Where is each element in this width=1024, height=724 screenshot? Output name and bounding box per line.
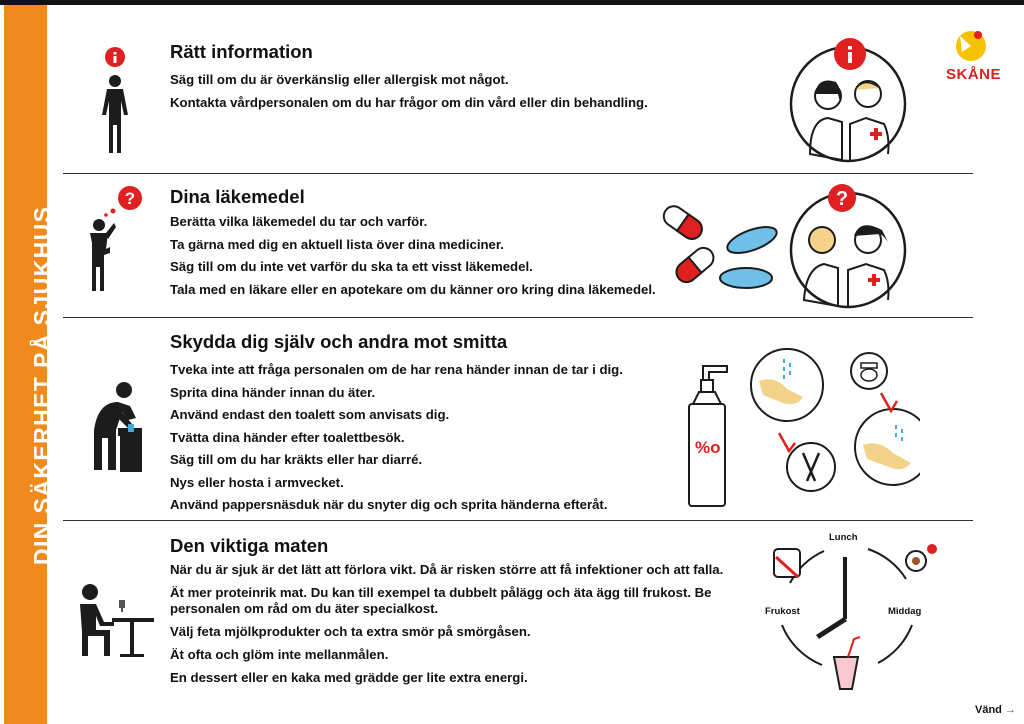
section-title: Skydda dig själv och andra mot smitta	[170, 331, 508, 352]
section-text	[170, 359, 623, 517]
text-line: Nys eller hosta i armvecket.	[170, 474, 344, 490]
text-line: En dessert eller en kaka med grädde ger lite extra energi.	[170, 670, 528, 685]
clock-label-lunch: Lunch	[829, 532, 858, 543]
section-text	[170, 562, 740, 693]
text-line: Säg till om du har kräkts eller har diarré.	[170, 452, 423, 467]
svg-text:?: ?	[124, 189, 136, 208]
pills-icon	[660, 200, 785, 300]
section-title: Dina läkemedel	[170, 186, 305, 207]
section-divider	[63, 173, 973, 174]
sidebar-title: DIN SÄKERHET PÅ SJUKHUS	[29, 205, 55, 565]
section-title: Rätt information	[170, 41, 313, 62]
text-line: Berätta vilka läkemedel du tar och varför.	[170, 214, 428, 229]
hygiene-cycle-illustration-icon	[745, 345, 920, 495]
text-line: Tvätta dina händer efter toalettbesök.	[170, 429, 405, 445]
turn-page-link[interactable]	[975, 704, 1016, 716]
hand-sanitizer-bottle-icon	[683, 362, 743, 510]
section-divider	[63, 317, 973, 318]
section-divider	[63, 520, 973, 521]
person-eating-icon	[74, 580, 156, 660]
arrow-right-icon: →	[1004, 704, 1016, 716]
text-line: Välj feta mjölkprodukter och ta extra smör på smörgåsen.	[170, 624, 531, 639]
text-line: Använd endast den toalett som anvisats dig.	[170, 407, 450, 422]
text-line: Ät ofta och glöm inte mellanmålen.	[170, 647, 389, 662]
text-line: Tveka inte att fråga personalen om de har rena händer innan de tar i dig.	[170, 362, 623, 377]
text-line: Kontakta vårdpersonalen om du har frågor om din vård eller din behandling.	[170, 94, 648, 110]
turn-label: Vänd	[975, 704, 1002, 716]
sidebar	[4, 5, 55, 724]
person-info-icon	[90, 45, 140, 157]
section-text	[170, 69, 648, 114]
text-line: Säg till om du är överkänslig eller allergisk mot något.	[170, 72, 509, 87]
bottle-label: %o	[695, 438, 721, 457]
clock-label-breakfast: Frukost	[765, 606, 800, 617]
clock-label-dinner: Middag	[888, 606, 922, 617]
section-text	[170, 211, 656, 301]
text-line: Ta gärna med dig en aktuell lista över dina mediciner.	[170, 236, 504, 252]
section-title: Den viktiga maten	[170, 535, 329, 556]
top-border	[0, 0, 1024, 5]
text-line: Sprita dina händer innan du äter.	[170, 384, 376, 400]
logo-text: SKÅNE	[946, 66, 1002, 83]
svg-text:?: ?	[835, 188, 849, 210]
person-washing-hands-icon	[86, 380, 156, 475]
staff-info-illustration-icon	[788, 36, 912, 164]
text-line: När du är sjuk är det lätt att förlora vikt. Då är risken större att få infektioner och att falla.	[170, 562, 724, 577]
person-question-icon	[80, 183, 150, 295]
text-line: Säg till om du inte vet varför du ska ta ett visst läkemedel.	[170, 259, 533, 274]
text-line: Använd pappersnäsduk när du snyter dig och sprita händerna efteråt.	[170, 497, 608, 512]
text-line: Tala med en läkare eller en apotekare om du känner oro kring dina läkemedel.	[170, 281, 656, 297]
text-line: Ät mer proteinrik mat. Du kan till exempel ta dubbelt pålägg och äta ägg till frukost. Be personalen om råd om du äter specialkost.	[170, 585, 712, 616]
staff-question-illustration-icon	[788, 180, 912, 310]
